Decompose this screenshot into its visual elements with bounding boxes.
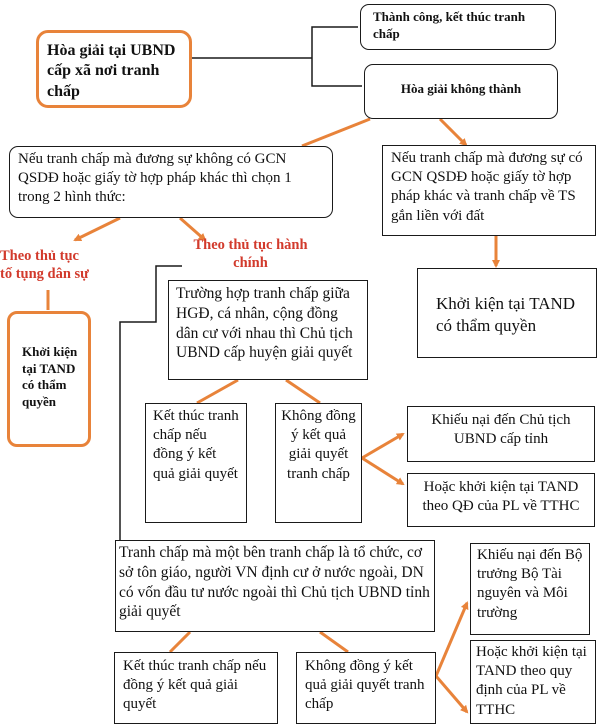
connector-to-to-tung — [75, 218, 120, 240]
node-khoi-kien-tthc-2: Hoặc khởi kiện tại TAND theo quy định của PL về TTHC — [470, 640, 596, 724]
connector-khong-thanh-left — [302, 119, 370, 146]
connector-huyen-ket-thuc — [197, 380, 238, 403]
connector-khong-dong-y-2-khoi-kien — [436, 676, 467, 712]
connector-khong-dong-y-2-khieu-nai-bo — [436, 603, 467, 676]
node-khoi-kien-left: Khởi kiện tại TAND có thẩm quyền — [7, 311, 91, 447]
node-khieu-nai-tinh: Khiếu nại đến Chủ tịch UBND cấp tỉnh — [407, 406, 595, 462]
node-co-gcn: Nếu tranh chấp mà đương sự có GCN QSDĐ hoặc giấy tờ hợp pháp khác và tranh chấp về TS gắn liền với đất — [382, 145, 596, 236]
node-khoi-kien-tthc-1: Hoặc khởi kiện tại TAND theo QĐ của PL về TTHC — [407, 473, 595, 527]
label-hanh-chinh: Theo thủ tục hành chính — [193, 237, 308, 272]
node-ket-thuc-1: Kết thúc tranh chấp nếu đồng ý kết quả giải quyết — [145, 403, 247, 523]
node-cap-huyen: Trường hợp tranh chấp giữa HGĐ, cá nhân, cộng đồng dân cư với nhau thì Chủ tịch UBND cấp huyện giải quyết — [168, 280, 368, 380]
node-khong-dong-y-1: Không đồng ý kết quả giải quyết tranh chấp — [275, 403, 362, 523]
connector-tinh-khong-dong-y — [320, 632, 348, 652]
label-to-tung: Theo thủ tục tố tụng dân sự — [0, 248, 89, 283]
connector-huyen-khong-dong-y — [286, 380, 320, 403]
connector-khong-dong-y-khieu-nai-tinh — [362, 434, 403, 458]
connector-khong-dong-y-khoi-kien — [362, 458, 403, 484]
node-ket-thuc-2: Kết thúc tranh chấp nếu đồng ý kết quả giải quyết — [114, 652, 278, 724]
node-thanh-cong: Thành công, kết thúc tranh chấp — [360, 4, 556, 50]
node-khong-dong-y-2: Không đồng ý kết quả giải quyết tranh chấp — [296, 652, 436, 724]
node-cap-tinh: Tranh chấp mà một bên tranh chấp là tổ chức, cơ sở tôn giáo, người VN định cư ở nước ngoài, DN có vốn đầu tư nước ngoài thì Chủ tịch UBND tỉnh giải quyết — [115, 540, 435, 632]
connector-khong-thanh-right — [440, 119, 466, 145]
node-khong-thanh: Hòa giải không thành — [364, 64, 558, 119]
node-khoi-kien-right: Khởi kiện tại TAND có thẩm quyền — [417, 268, 597, 358]
node-khong-gcn: Nếu tranh chấp mà đương sự không có GCN QSDĐ hoặc giấy tờ hợp pháp khác thì chọn 1 trong 2 hình thức: — [9, 146, 333, 218]
connector-xa-outcomes — [192, 27, 362, 86]
node-hoa-giai-xa: Hòa giải tại UBND cấp xã nơi tranh chấp — [36, 30, 192, 108]
node-khieu-nai-bo: Khiếu nại đến Bộ trưởng Bộ Tài nguyên và Môi trường — [470, 543, 590, 635]
connector-tinh-ket-thuc — [170, 632, 190, 652]
